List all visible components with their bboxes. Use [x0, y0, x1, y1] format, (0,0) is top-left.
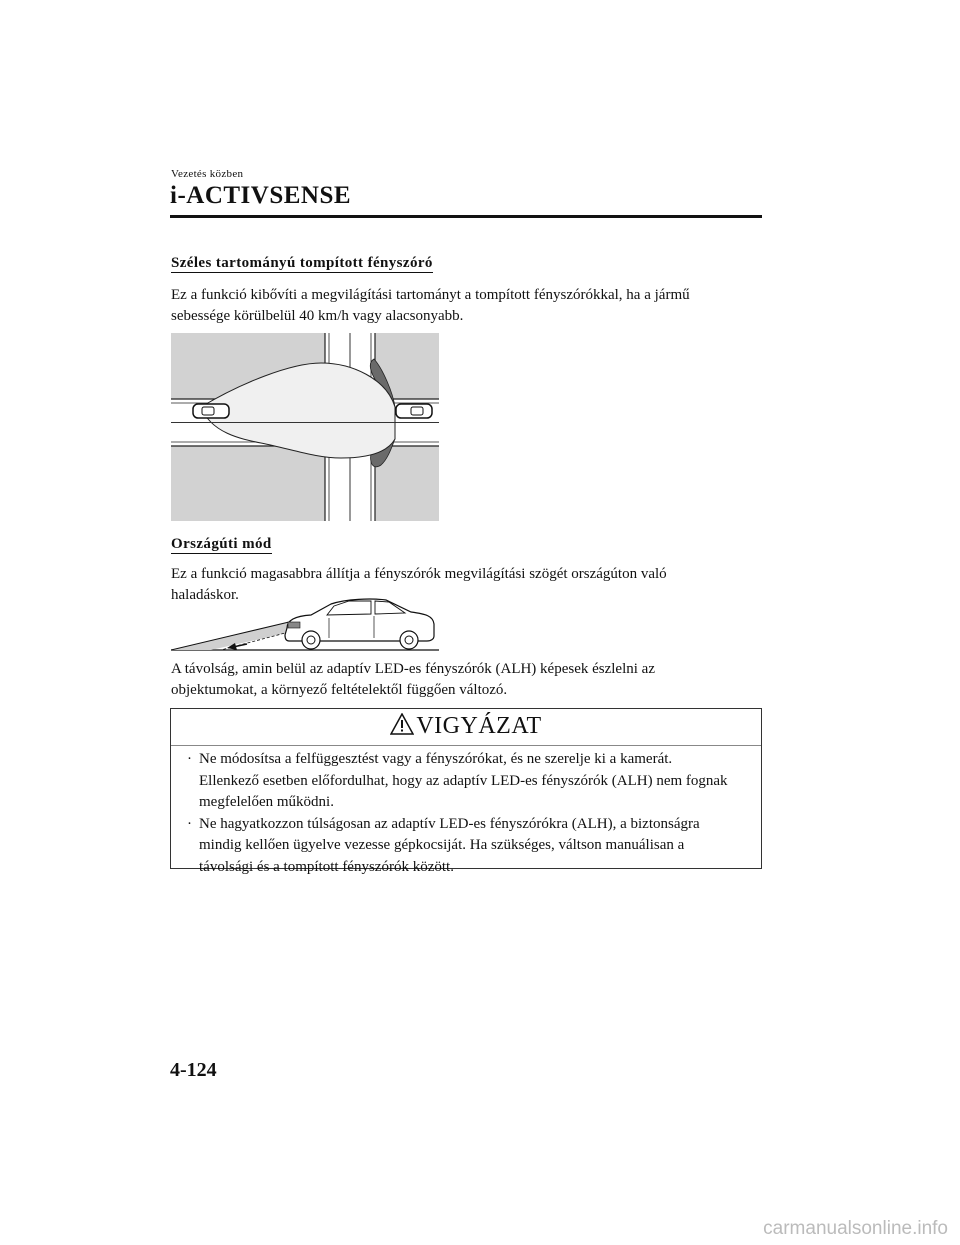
header-rule: [170, 215, 762, 218]
section-heading-motorway: [171, 535, 272, 553]
text-line: objektumokat, a környező feltételektől függően változó.: [171, 682, 508, 698]
text-line: távolsági és a tompított fényszórók között.: [199, 858, 454, 875]
text-line: mindig kellően ügyelve vezesse gépkocsiját. Ha szükséges, váltson manuálisan a: [199, 837, 685, 853]
page-number: 4-124: [170, 1059, 217, 1081]
caution-header: [171, 709, 761, 746]
page-title: i-ACTIVSENSE: [170, 182, 352, 209]
intersection-illustration: [171, 333, 439, 521]
text-line: megfelelően működni.: [199, 794, 334, 810]
section-label: Vezetés közben: [171, 168, 244, 180]
watermark-text: carmanualsonline.info: [763, 1218, 948, 1239]
text-line: A távolság, amin belül az adaptív LED-es fényszórók (ALH) képesek észlelni az: [171, 661, 655, 677]
text-line: haladáskor.: [171, 587, 239, 603]
section1-text: [171, 285, 761, 327]
caution-item: [187, 749, 757, 814]
text-line: Ez a funkció magasabbra állítja a fényszórók megvilágítási szögét országúton való: [171, 566, 667, 582]
heading-text: Széles tartományú tompított fényszóró: [171, 255, 433, 271]
car-side-illustration: [171, 598, 439, 654]
text-line: Ne módosítsa a felfüggesztést vagy a fényszórókat, és ne szerelje ki a kamerát.: [199, 751, 673, 767]
text-line: Ne hagyatkozzon túlságosan az adaptív LED-es fényszórókra (ALH), a biztonságra: [199, 815, 700, 832]
caution-item: [187, 814, 757, 879]
bullet: ·: [187, 815, 192, 832]
heading-text: Országúti mód: [171, 536, 272, 552]
distance-note: [171, 659, 761, 701]
text-line: sebessége körülbelül 40 km/h vagy alacsonyabb.: [171, 308, 464, 324]
text-line: Ellenkező esetben előfordulhat, hogy az adaptív LED-es fényszórók (ALH) nem fognak: [199, 772, 728, 789]
caution-box: [170, 708, 762, 875]
section-heading-wide-range: [171, 254, 433, 272]
bullet: ·: [187, 751, 192, 767]
warning-triangle-icon: [390, 713, 414, 740]
text-line: Ez a funkció kibővíti a megvilágítási tartományt a tompított fényszórókkal, ha a jármű: [171, 287, 690, 303]
caution-list: [187, 749, 757, 878]
caution-title: VIGYÁZAT: [416, 713, 542, 739]
